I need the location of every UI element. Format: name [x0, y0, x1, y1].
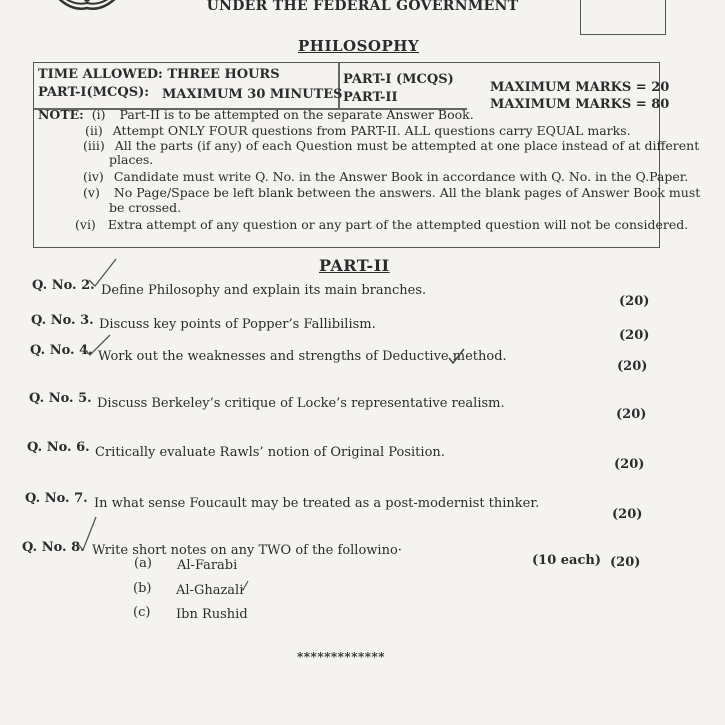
instructions-box: [33, 62, 701, 248]
question-marks: (20): [619, 294, 650, 309]
check-mark-icon: [86, 256, 120, 290]
note-text: be crossed.: [109, 200, 182, 215]
note-item: [38, 107, 474, 122]
header-line: UNDER THE FEDERAL GOVERNMENT: [206, 0, 519, 14]
max-marks-part2: MAXIMUM MARKS = 80: [490, 97, 670, 112]
check-mark-icon: [447, 346, 467, 366]
question-marks: (20): [610, 555, 641, 570]
question-marks-each: (10 each): [532, 553, 601, 568]
note-item: [75, 217, 688, 232]
note-text: Part-II is to be attempted on the separate Answer Book.: [119, 107, 474, 122]
max-marks-part1: MAXIMUM MARKS = 20: [490, 80, 670, 95]
note-text: Extra attempt of any question or any part of the attempted question will not be considered.: [107, 217, 689, 232]
note-text: Attempt ONLY FOUR questions from PART-II. ALL questions carry EQUAL marks.: [112, 123, 631, 138]
question-number: Q. No. 3.: [31, 313, 94, 328]
part1-time: MAXIMUM 30 MINUTES: [162, 87, 343, 102]
note-number: (iii): [83, 138, 105, 153]
question-text: Define Philosophy and explain its main branches.: [101, 283, 427, 298]
option-label: (c): [133, 605, 151, 620]
option-text: Ibn Rushid: [176, 607, 248, 622]
note-text: All the parts (if any) of each Question must be attempted at one place instead of at different: [114, 138, 700, 153]
roll-number-box: [580, 0, 666, 35]
question-number: Q. No. 7.: [25, 491, 88, 506]
option-text: Al-Farabi: [177, 558, 238, 573]
part1-short: PART-I (MCQS): [343, 72, 454, 87]
question-number: Q. No. 4.: [30, 343, 93, 358]
question-marks: (20): [616, 407, 647, 422]
question-number: Q. No. 5.: [29, 391, 92, 406]
note-item: [83, 138, 699, 153]
question-marks: (20): [614, 457, 645, 472]
note-text: No Page/Space be left blank between the answers. All the blank pages of Answer Book must: [113, 185, 701, 200]
question-marks: (20): [617, 359, 648, 374]
check-mark-icon: [240, 580, 250, 592]
question-number: Q. No. 8.: [22, 540, 85, 555]
part2-short: PART-II: [343, 90, 398, 105]
part-title: PART-II: [319, 256, 390, 275]
subject-title: PHILOSOPHY: [298, 37, 420, 55]
question-number: Q. No. 6.: [27, 440, 90, 455]
note-number: (i): [91, 107, 106, 122]
note-text: places.: [109, 152, 154, 167]
note-item: [83, 185, 700, 200]
end-marker: *************: [297, 650, 386, 664]
note-number: (v): [83, 185, 100, 200]
question-text: Critically evaluate Rawls’ notion of Original Position.: [95, 445, 445, 460]
question-marks: (20): [612, 507, 643, 522]
note-label: NOTE:: [38, 107, 84, 122]
note-number: (ii): [85, 123, 103, 138]
question-number: Q. No. 2.: [32, 278, 95, 293]
question-text: Discuss key points of Popper’s Fallibilism.: [99, 317, 376, 332]
question-text: In what sense Foucault may be treated as a post-modernist thinker.: [94, 496, 540, 511]
check-mark-icon: [76, 514, 100, 554]
option-label: (a): [134, 556, 152, 571]
note-item: [85, 123, 631, 138]
option-text: Al-Ghazali: [176, 583, 244, 598]
option-label: (b): [133, 581, 152, 596]
note-number: (vi): [75, 217, 96, 232]
question-marks: (20): [619, 328, 650, 343]
note-item: [83, 169, 688, 184]
question-text: Discuss Berkeley’s critique of Locke’s representative realism.: [97, 396, 505, 411]
note-text: Candidate must write Q. No. in the Answer Book in accordance with Q. No. in the Q.Paper.: [113, 169, 689, 184]
question-text: Write short notes on any TWO of the followino·: [92, 543, 402, 558]
time-allowed: TIME ALLOWED: THREE HOURS: [38, 67, 280, 82]
note-number: (iv): [83, 169, 104, 184]
check-mark-icon: [82, 333, 112, 359]
part1-label: PART-I(MCQS):: [38, 85, 150, 100]
question-text: Work out the weaknesses and strengths of Deductive method.: [98, 349, 507, 364]
